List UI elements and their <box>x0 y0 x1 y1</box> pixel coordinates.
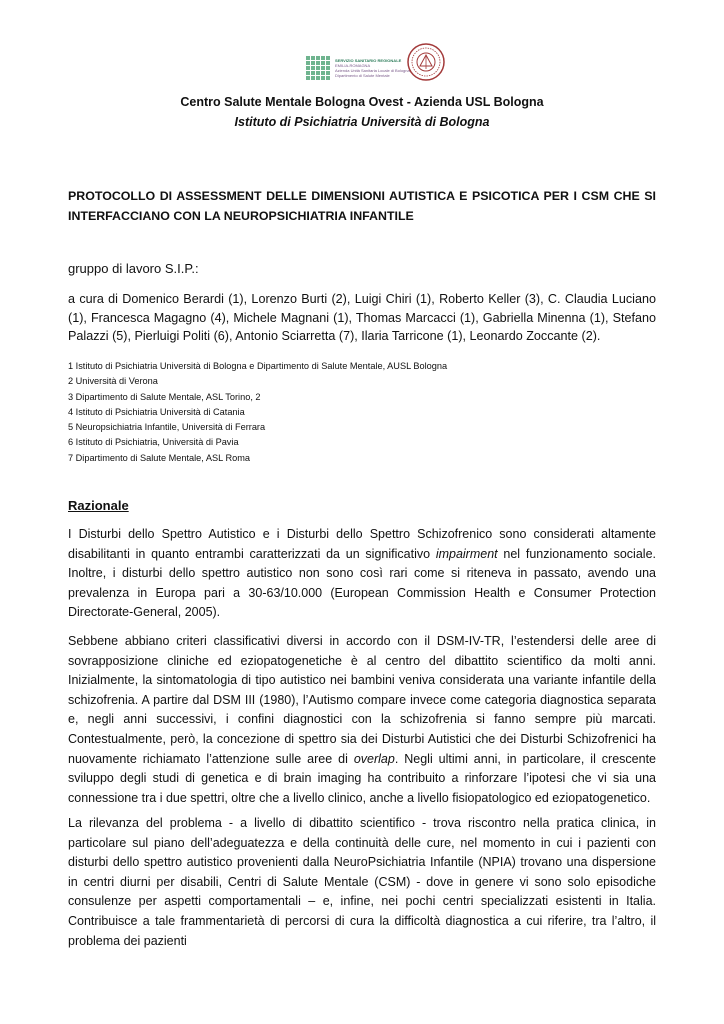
ssr-grid-icon <box>306 56 332 82</box>
affiliation-item: 1 Istituto di Psichiatria Università di Bologna e Dipartimento di Salute Mentale, AUSL Bologna <box>68 361 448 371</box>
affiliation-item: 6 Istituto di Psichiatria, Università di Pavia <box>68 437 239 448</box>
paragraph-1-emphasis: impairment <box>435 546 498 561</box>
ssr-line-3: Azienda Unità Sanitaria Locale di Bologna <box>335 68 410 73</box>
paragraph-3: La rilevanza del problema - a livello di dibattito scientifico - trova riscontro nella pratica clinica, in particolare sul piano dell’adeguatezza e della continuità delle cure, nel momento in cui i pazienti con disturbi dello spettro autistico provenienti dalla NeuroPsichiatria Infantile (NPIA) trovano una dispersione in centri diurni per disabili, Centri di Salute Mentale (CSM) - dove in genere vi sono solo episodiche consulenze per aspetti comportamentali – e, infine, nei pochi centri specializzati esistenti in Italia. Contribuisce a tale frammentarietà di percorsi di cura la difficoltà diagnostica a cui riferire, tra l’altro, il problema dei pazienti <box>68 816 656 948</box>
header-logos <box>306 42 446 86</box>
affiliations-list <box>68 359 656 466</box>
authors-list: a cura di Domenico Berardi (1), Lorenzo Burti (2), Luigi Chiri (1), Roberto Keller (3), C. Claudia Luciano (1), Francesca Magagno (4), Michele Magnani (1), Thomas Marcacci (1), Gabriella Minenna (1), Stefano Palazzi (5), Pierluigi Politi (6), Antonio Sciarretta (7), Ilaria Tarricone (1), Leonardo Zoccante (2). <box>68 292 656 344</box>
header-institute: Istituto di Psichiatria Università di Bologna <box>234 115 490 129</box>
ssr-logo-text <box>335 58 410 78</box>
section-heading: Razionale <box>68 498 129 513</box>
ssr-line-4: Dipartimento di Salute Mentale <box>335 73 390 78</box>
ssr-line-2: EMILIA-ROMAGNA <box>335 63 371 68</box>
ssr-logo <box>306 56 410 82</box>
ssr-line-1: SERVIZIO SANITARIO REGIONALE <box>335 58 402 63</box>
affiliation-item: 4 Istituto di Psichiatria Università di Catania <box>68 406 245 417</box>
affiliation-item: 3 Dipartimento di Salute Mentale, ASL Torino, 2 <box>68 391 261 402</box>
affiliation-item: 5 Neuropsichiatria Infantile, Università di Ferrara <box>68 422 266 433</box>
paragraph-2 <box>68 632 656 808</box>
affiliation-item: 2 Università di Verona <box>68 376 158 387</box>
paragraph-2-part-a: Sebbene abbiano criteri classificativi diversi in accordo con il DSM-IV-TR, l’estendersi delle aree di sovrapposizione cliniche ed eziopatogenetiche è al centro del dibattito scientifico da molti anni. Inizialmente, la sintomatologia di tipo autistico nei bambini veniva considerata una variante infantile della schizofrenia. A partire dal DSM III (1980), l’Autismo compare invece come categoria diagnostica separata e, negli anni successivi, i confini diagnostici con la schizofrenia si fanno sempre più marcati. Contestualmente, però, la concezione di spettro sia dei Disturbi Autistici che dei Disturbi Schizofrenici ha nuovamente richiamato l’attenzione sulle aree di <box>68 634 656 766</box>
paragraph-1-part-b: nel funzionamento sociale. Inoltre, i disturbi dello spettro autistico non sono così rari come si riteneva in passato, avendo una prevalenza in Europa pari a 30-63/10.000 (European Commission Health e Consumer Protection Directorate-General, 2005). <box>68 546 656 620</box>
working-group-label: gruppo di lavoro S.I.P.: <box>68 261 199 276</box>
affiliation-item: 7 Dipartimento di Salute Mentale, ASL Roma <box>68 452 250 463</box>
paragraph-2-part-b: . Negli ultimi anni, in particolare, il crescente sviluppo degli studi di genetica e di brain imaging ha contribuito a rinforzare l’ipotesi che vi sia una connessione tra i due spettri, oltre che a livello clinico, anche a livello fisiopatologico ed eziopatogenetico. <box>68 751 656 805</box>
header-centre: Centro Salute Mentale Bologna Ovest - Azienda USL Bologna <box>180 95 544 109</box>
paragraph-1-part-a: I Disturbi dello Spettro Autistico e i Disturbi dello Spettro Schizofrenico sono considerati altamente disabilitanti in quanto entrambi caratterizzati da un significativo <box>68 527 656 561</box>
university-seal-icon <box>406 42 446 82</box>
paragraph-1 <box>68 525 656 623</box>
document-title: PROTOCOLLO DI ASSESSMENT DELLE DIMENSIONI AUTISTICA E PSICOTICA PER I CSM CHE SI INTERFACCIANO CON LA NEUROPSICHIATRIA INFANTILE <box>68 189 656 223</box>
paragraph-2-emphasis: overlap <box>353 751 395 766</box>
